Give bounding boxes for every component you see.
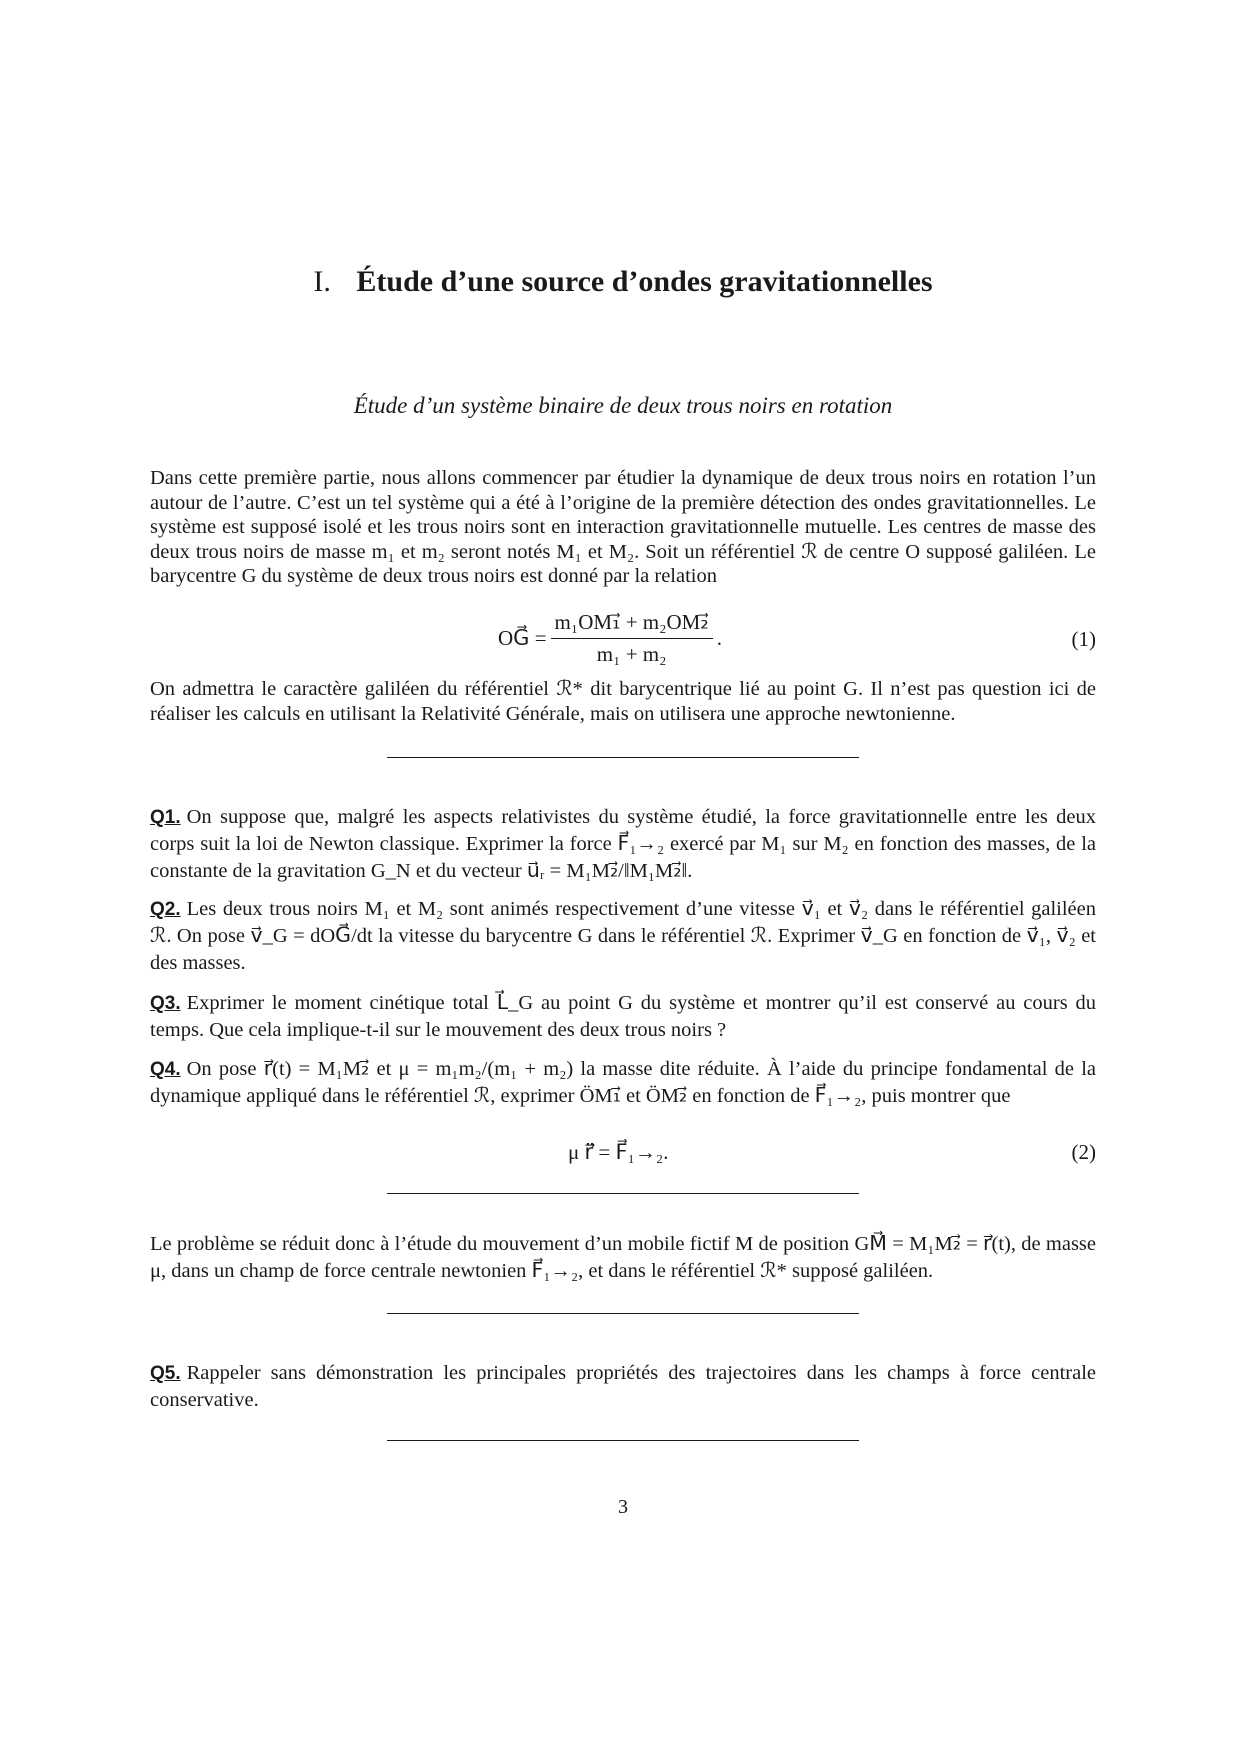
separator-rule xyxy=(387,1313,859,1314)
equation-2 xyxy=(150,1140,1096,1170)
question-5 xyxy=(150,1360,1096,1414)
section-heading: Étude d’une source d’ondes gravitationnelles xyxy=(356,265,933,298)
page-number: 3 xyxy=(618,1496,628,1518)
equation-1-lhs: OG⃗ = xyxy=(498,626,547,650)
equation-1 xyxy=(150,610,1096,670)
question-5-text: Rappeler sans démonstration les principales propriétés des trajectoires dans les champs à force centrale conservative. xyxy=(150,1362,1096,1411)
equation-2-number: (2) xyxy=(1071,1140,1096,1164)
document-page xyxy=(150,0,1096,1754)
intro-paragraph-2: On admettra le caractère galiléen du référentiel ℛ* dit barycentrique lié au point G. Il n’est pas question ici de réaliser les calculs en utilisant la Relativité Générale, mais on utilisera une approche newtonienne. xyxy=(150,678,1096,725)
subtitle: Étude d’un système binaire de deux trous noirs en rotation xyxy=(353,393,893,418)
separator-rule xyxy=(387,1440,859,1441)
question-2-label: Q2. xyxy=(150,899,181,920)
question-4-text: On pose r⃗(t) = M₁M₂⃗ et μ = m₁m₂/(m₁ + m₂) la masse dite réduite. À l’aide du principe fondamental de la dynamique appliqué dans le référentiel ℛ, exprimer ÖM₁⃗ et ÖM₂⃗ en fonction de F⃗₁→₂, puis montrer que xyxy=(150,1058,1096,1107)
question-5-label: Q5. xyxy=(150,1363,181,1384)
reduction-paragraph: Le problème se réduit donc à l’étude du mouvement d’un mobile fictif M de position GM⃗ = M₁M₂⃗ = r⃗(t), de masse μ, dans un champ de force centrale newtonien F⃗₁→₂, et dans le référentiel ℛ* supposé galiléen. xyxy=(150,1233,1096,1282)
question-4 xyxy=(150,1056,1096,1110)
question-4-label: Q4. xyxy=(150,1059,181,1080)
question-1 xyxy=(150,804,1096,885)
equation-2-body: μ r̈⃗ = F⃗₁→₂. xyxy=(568,1140,669,1164)
question-3-label: Q3. xyxy=(150,993,181,1014)
section-number: I. xyxy=(313,265,331,298)
intro-paragraph: Dans cette première partie, nous allons commencer par étudier la dynamique de deux trous noirs en rotation l’un autour de l’autre. C’est un tel système qui a été à l’origine de la première détection des ondes gravitationnelles. Le système est supposé isolé et les trous noirs sont en interaction gravitationnelle mutuelle. Les centres de masse des deux trous noirs de masse m₁ et m₂ seront notés M₁ et M₂. Soit un référentiel ℛ de centre O supposé galiléen. Le barycentre G du système de deux trous noirs est donné par la relation xyxy=(150,467,1096,587)
question-2 xyxy=(150,896,1096,977)
section-title xyxy=(150,265,1096,299)
question-3-text: Exprimer le moment cinétique total L⃗_G au point G du système et montrer qu’il est conservé au cours du temps. Que cela implique-t-il sur le mouvement des deux trous noirs ? xyxy=(150,992,1096,1041)
equation-1-numerator: m₁OM₁⃗ + m₂OM₂⃗ xyxy=(551,610,713,639)
separator-rule xyxy=(387,757,859,758)
question-2-text: Les deux trous noirs M₁ et M₂ sont animés respectivement d’une vitesse v⃗₁ et v⃗₂ dans le référentiel galiléen ℛ. On pose v⃗_G = dOG⃗/dt la vitesse du barycentre G dans le référentiel ℛ. Exprimer v⃗_G en fonction de v⃗₁, v⃗₂ et des masses. xyxy=(150,898,1096,974)
equation-1-trail: . xyxy=(716,626,722,650)
equation-1-fraction xyxy=(551,610,713,667)
separator-rule xyxy=(387,1193,859,1194)
question-3 xyxy=(150,990,1096,1044)
equation-1-number: (1) xyxy=(1071,627,1096,651)
question-1-label: Q1. xyxy=(150,807,181,828)
question-1-text: On suppose que, malgré les aspects relativistes du système étudié, la force gravitationnelle entre les deux corps suit la loi de Newton classique. Exprimer la force F⃗₁→₂ exercé par M₁ sur M₂ en fonction des masses, de la constante de la gravitation G_N et du vecteur u⃗ᵣ = M₁M₂⃗/‖M₁M₂⃗‖. xyxy=(150,806,1096,882)
equation-1-denominator: m₁ + m₂ xyxy=(596,642,667,666)
